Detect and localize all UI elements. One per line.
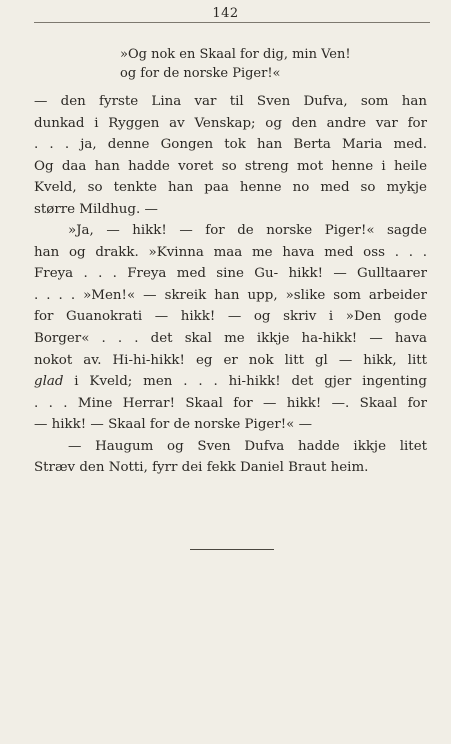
text-line: . . . ja, denne Gongen tok han Berta Maria med. xyxy=(34,137,427,153)
text-span: i Kveld; men . . . hi-hikk! det gjer ingenting xyxy=(63,374,427,390)
text-line: dunkad i Ryggen av Venskap; og den andre var for xyxy=(34,115,427,131)
body-text xyxy=(34,91,427,479)
text-line: — den fyrste Lina var til Sven Dufva, som han xyxy=(34,94,427,109)
paragraph xyxy=(34,91,427,220)
text-line: . . . Mine Herrar! Skaal for — hikk! —. Skaal for xyxy=(34,395,427,411)
text-line: Stræv den Notti, fyrr dei fekk Daniel Braut heim. xyxy=(34,460,369,476)
text-line: Freya . . . Freya med sine Gu- hikk! — Gulltaarer xyxy=(34,266,427,282)
text-line: . . . . »Men!« — skreik han upp, »slike som arbeider xyxy=(34,287,427,303)
text-line: »Ja, — hikk! — for de norske Piger!« sagde xyxy=(68,223,427,239)
text-line: Borger« . . . det skal me ikkje ha-hikk! — hava xyxy=(34,331,427,347)
verse-quote xyxy=(120,45,351,83)
paragraph xyxy=(34,436,427,479)
text-line: — hikk! — Skaal for de norske Piger!« — xyxy=(34,417,312,433)
header-rule xyxy=(34,22,430,23)
text-line: — Haugum og Sven Dufva hadde ikkje litet xyxy=(68,438,427,454)
text-line xyxy=(34,371,427,393)
text-line: han og drakk. »Kvinna maa me hava med oss . . . xyxy=(34,244,427,260)
verse-line: »Og nok en Skaal for dig, min Ven! xyxy=(120,47,351,62)
paragraph xyxy=(34,220,427,435)
text-line: for Guanokrati — hikk! — og skriv i »Den gode xyxy=(34,309,427,325)
page-number: 142 xyxy=(212,6,239,21)
text-line: større Mildhug. — xyxy=(34,201,158,217)
verse-line: og for de norske Piger!« xyxy=(120,66,281,81)
text-line: Og daa han hadde voret so streng mot henne i heile xyxy=(34,158,427,174)
text-line: nokot av. Hi-hi-hikk! eg er nok litt gl — hikk, litt xyxy=(34,352,427,368)
text-line: Kveld, so tenkte han paa henne no med so mykje xyxy=(34,180,427,196)
emphasized-word: glad xyxy=(34,374,64,390)
section-end-rule xyxy=(190,549,274,550)
